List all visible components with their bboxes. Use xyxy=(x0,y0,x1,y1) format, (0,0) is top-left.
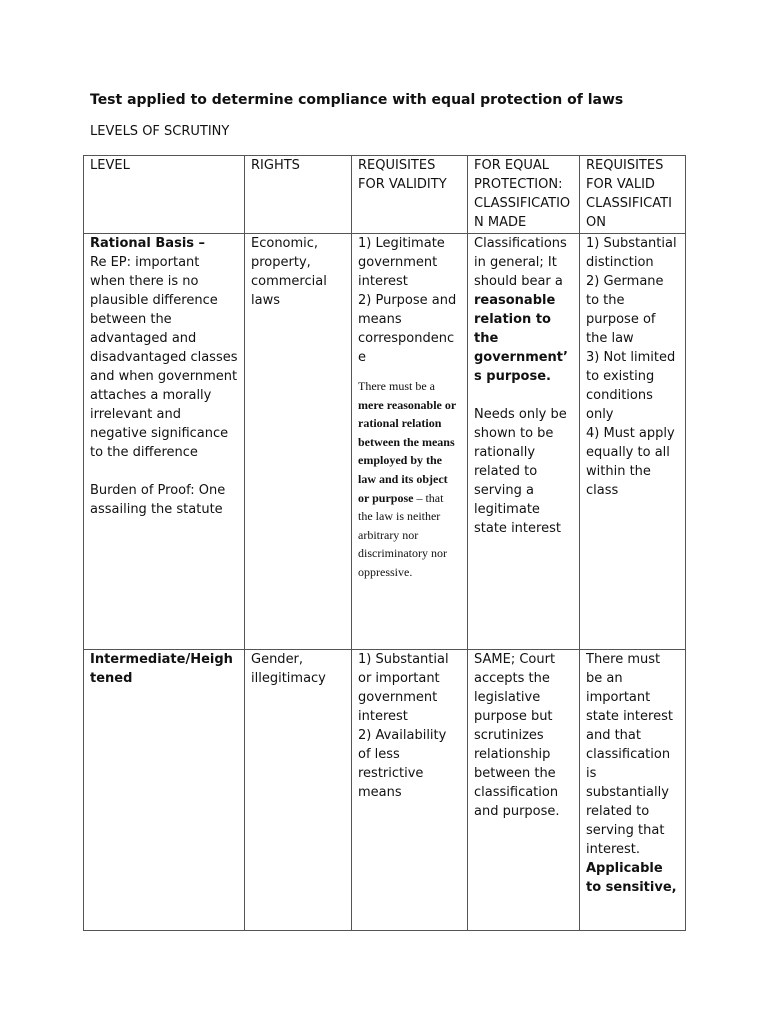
cell-requisites xyxy=(352,234,468,650)
level-description: Re EP: important when there is no plausible difference between the advantaged and disadvantaged classes and when government attaches a morally irrelevant and negative significance to the difference xyxy=(90,255,238,460)
classification-text: SAME; Court accepts the legislative purpose but scrutinizes relationship between the classification and purpose. xyxy=(474,652,560,819)
relation-note xyxy=(358,377,461,582)
rights-text: Economic, property, commercial laws xyxy=(251,236,327,308)
valid-item: 2) Germane to the purpose of the law xyxy=(586,274,664,346)
valid-text: There must be an important state interest and that classification is substantially related to serving that interest. xyxy=(586,652,673,857)
cell-level xyxy=(84,234,245,650)
valid-bold: Applicable to sensitive, xyxy=(586,861,677,895)
document-title: Test applied to determine compliance with equal protection of laws xyxy=(90,92,624,108)
burden-of-proof: Burden of Proof: One assailing the statute xyxy=(90,483,226,517)
classification-extra: Needs only be shown to be rationally related to serving a legitimate state interest xyxy=(474,407,567,536)
rights-text: Gender, illegitimacy xyxy=(251,652,326,686)
header-classification: FOR EQUAL PROTECTION: CLASSIFICATION MADE xyxy=(468,156,580,234)
classification-bold: reasonable relation to the government’s purpose. xyxy=(474,293,568,384)
requisite-item: 2) Purpose and means correspondence xyxy=(358,293,457,365)
requisite-item: 2) Availability of less restrictive means xyxy=(358,728,447,800)
table-row xyxy=(84,650,686,931)
valid-item: 1) Substantial distinction xyxy=(586,236,677,270)
table-row xyxy=(84,234,686,650)
valid-item: 4) Must apply equally to all within the class xyxy=(586,426,675,498)
table-header-row xyxy=(84,156,686,234)
note-rest: – that the law is neither arbitrary nor discriminatory nor oppressive. xyxy=(358,490,447,579)
header-level: LEVEL xyxy=(84,156,245,234)
classification-intro: Classifications in general; It should bear a xyxy=(474,236,567,289)
cell-rights xyxy=(245,650,352,931)
requisite-item: 1) Legitimate government interest xyxy=(358,236,445,289)
cell-classification xyxy=(468,650,580,931)
note-bold: mere reasonable or rational relation between the means employed by the law and its object or purpose xyxy=(358,397,456,505)
document-subtitle: LEVELS OF SCRUTINY xyxy=(90,124,230,139)
header-rights: RIGHTS xyxy=(245,156,352,234)
cell-level xyxy=(84,650,245,931)
header-valid-classification: REQUISITES FOR VALID CLASSIFICATION xyxy=(580,156,686,234)
header-requisites: REQUISITES FOR VALIDITY xyxy=(352,156,468,234)
scrutiny-table xyxy=(83,155,686,931)
note-intro: There must be a xyxy=(358,379,435,393)
cell-valid-classification xyxy=(580,650,686,931)
level-name: Intermediate/Heightened xyxy=(90,652,233,686)
cell-classification xyxy=(468,234,580,650)
cell-valid-classification xyxy=(580,234,686,650)
valid-item: 3) Not limited to existing conditions only xyxy=(586,350,676,422)
requisite-item: 1) Substantial or important government interest xyxy=(358,652,449,724)
cell-requisites xyxy=(352,650,468,931)
cell-rights xyxy=(245,234,352,650)
level-name: Rational Basis – xyxy=(90,236,206,251)
